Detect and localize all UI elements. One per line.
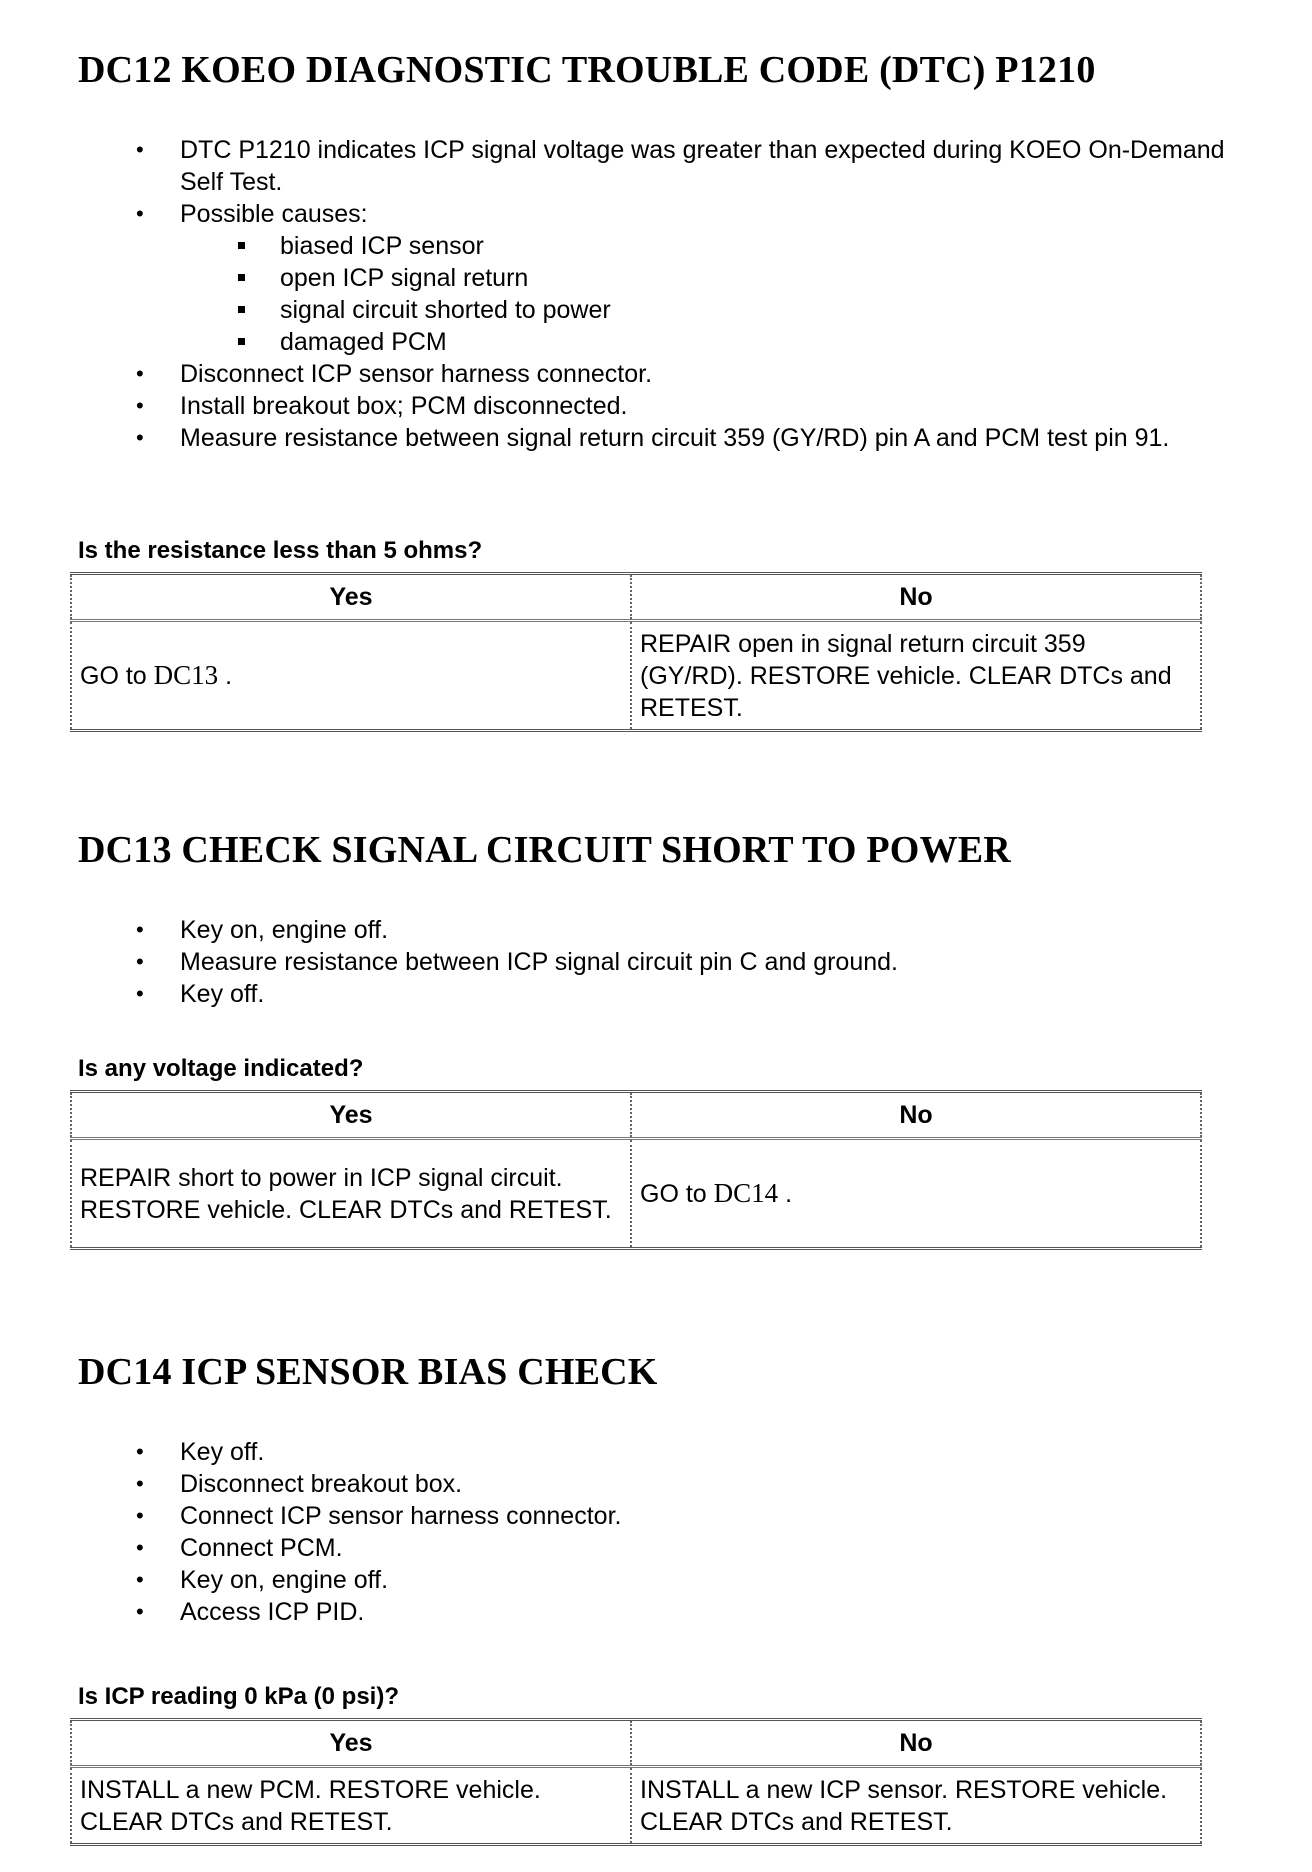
bullet-icon: • <box>136 1535 144 1560</box>
cause-list <box>180 230 1228 358</box>
step-list <box>78 1436 1228 1628</box>
step-item: • Key on, engine off. <box>136 916 389 944</box>
section-title: DC14 ICP SENSOR BIAS CHECK <box>78 1351 658 1393</box>
no-header: No <box>631 1092 1201 1139</box>
cause-item: biased ICP sensor <box>180 230 1228 262</box>
section-dc12 <box>78 48 1225 722</box>
decision-table <box>70 1090 1202 1250</box>
bullet-icon: • <box>136 425 144 450</box>
step-item: • Disconnect ICP sensor harness connector. <box>136 360 653 388</box>
bullet-icon: • <box>136 1599 144 1624</box>
step-list <box>78 134 1228 454</box>
no-cell: REPAIR open in signal return circuit 359 (GY/RD). RESTORE vehicle. CLEAR DTCs and RETEST. <box>631 621 1201 731</box>
yes-cell: GO to DC13 . <box>71 621 631 731</box>
bullet-icon: • <box>136 917 144 942</box>
cause-item: signal circuit shorted to power <box>180 294 1228 326</box>
step-item: • Access ICP PID. <box>136 1598 365 1626</box>
decision-question: Is ICP reading 0 kPa (0 psi)? <box>78 1683 399 1710</box>
section-dc14 <box>78 1350 1208 1836</box>
bullet-icon: • <box>136 1567 144 1592</box>
decision-question: Is the resistance less than 5 ohms? <box>78 537 483 564</box>
dc14-link[interactable]: DC14 <box>713 1178 779 1208</box>
bullet-icon: • <box>136 981 144 1006</box>
bullet-icon: • <box>136 949 144 974</box>
step-item: • DTC P1210 indicates ICP signal voltage was greater than expected during KOEO On-Demand Self Test. <box>136 136 1225 196</box>
section-title: DC12 KOEO DIAGNOSTIC TROUBLE CODE (DTC) P1210 <box>78 49 1096 91</box>
step-item: • Measure resistance between ICP signal circuit pin C and ground. <box>136 948 898 976</box>
bullet-icon: • <box>136 137 144 162</box>
step-item: • Measure resistance between signal return circuit 359 (GY/RD) pin A and PCM test pin 91. <box>136 424 1170 452</box>
decision-table <box>70 572 1202 732</box>
square-bullet-icon <box>238 242 245 249</box>
decision-table <box>70 1718 1202 1846</box>
bullet-icon: • <box>136 1439 144 1464</box>
yes-header: Yes <box>71 574 631 621</box>
yes-cell: INSTALL a new PCM. RESTORE vehicle. CLEAR DTCs and RETEST. <box>71 1767 631 1845</box>
section-title: DC13 CHECK SIGNAL CIRCUIT SHORT TO POWER <box>78 829 1011 871</box>
yes-header: Yes <box>71 1720 631 1767</box>
bullet-icon: • <box>136 1471 144 1496</box>
step-item: • Key off. <box>136 1438 265 1466</box>
step-item: • Install breakout box; PCM disconnected. <box>136 392 628 420</box>
no-header: No <box>631 1720 1201 1767</box>
bullet-icon: • <box>136 361 144 386</box>
step-list <box>78 914 1228 1010</box>
yes-header: Yes <box>71 1092 631 1139</box>
square-bullet-icon <box>238 306 245 313</box>
cause-item: open ICP signal return <box>180 262 1228 294</box>
step-item: • Key on, engine off. <box>136 1566 389 1594</box>
no-cell: GO to DC14 . <box>631 1139 1201 1249</box>
square-bullet-icon <box>238 338 245 345</box>
dc13-link[interactable]: DC13 <box>153 660 219 690</box>
step-item: • Key off. <box>136 980 265 1008</box>
decision-question: Is any voltage indicated? <box>78 1055 364 1082</box>
yes-cell: REPAIR short to power in ICP signal circuit. RESTORE vehicle. CLEAR DTCs and RETEST. <box>71 1139 631 1249</box>
no-header: No <box>631 574 1201 621</box>
bullet-icon: • <box>136 393 144 418</box>
bullet-icon: • <box>136 1503 144 1528</box>
section-dc13 <box>78 828 1208 1224</box>
step-item: • Possible causes: biased ICP sensor open ICP signal return signal circuit shorted to power damaged PCM <box>78 198 1228 358</box>
bullet-icon: • <box>136 201 144 226</box>
square-bullet-icon <box>238 274 245 281</box>
no-cell: INSTALL a new ICP sensor. RESTORE vehicle. CLEAR DTCs and RETEST. <box>631 1767 1201 1845</box>
cause-item: damaged PCM <box>180 326 1228 358</box>
step-item: • Disconnect breakout box. <box>136 1470 463 1498</box>
step-item: • Connect PCM. <box>136 1534 343 1562</box>
step-item: • Connect ICP sensor harness connector. <box>136 1502 622 1530</box>
